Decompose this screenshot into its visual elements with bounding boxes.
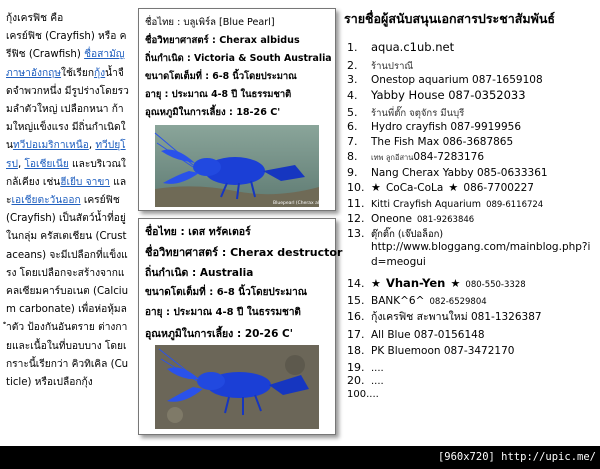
intro-text-2: ครีฟิช (Crawfish) bbox=[6, 31, 127, 61]
sponsor-name: .... bbox=[371, 363, 384, 374]
intro-heading: กุ้งเครฟิช คือ bbox=[6, 13, 64, 24]
item-number: 20. bbox=[347, 374, 365, 387]
card2-age: อายุ : ประมาณ 4-8 ปี ในธรรมชาติ bbox=[145, 307, 301, 318]
destructor-crayfish-photo bbox=[155, 345, 319, 429]
species-card-blue-pearl bbox=[138, 8, 336, 211]
sponsor-phone: 084-7283176 bbox=[413, 151, 484, 163]
star-icon: ★ bbox=[371, 277, 381, 290]
blue-pearl-crayfish-photo bbox=[155, 125, 334, 207]
item-number: 3. bbox=[347, 73, 358, 86]
item-number: 4. bbox=[347, 89, 358, 102]
sponsor-name: Onestop aquarium 087-1659108 bbox=[371, 74, 543, 86]
star-icon: ★ bbox=[448, 181, 459, 194]
sponsor-name: Kitti Crayfish Aquarium bbox=[371, 199, 481, 210]
wiki-link-english-name[interactable]: ชื่อสามัญภาษาอังกฤษ bbox=[6, 49, 125, 79]
sponsor-phone: 089-6116724 bbox=[486, 200, 544, 210]
item-number: 5. bbox=[347, 106, 358, 119]
list-item bbox=[347, 36, 454, 55]
sponsor-phone: 082-6529804 bbox=[429, 297, 487, 307]
sponsor-link[interactable]: aqua.c1ub.net bbox=[371, 40, 455, 54]
item-number: 9. bbox=[347, 166, 358, 179]
wiki-link-region[interactable]: ฮีเยีบ จาขา bbox=[60, 176, 111, 188]
intro-text-8: และ bbox=[6, 176, 127, 207]
sponsor-name: Hydro crayfish 087-9919956 bbox=[371, 121, 522, 133]
sponsor-phone: 080-550-3328 bbox=[465, 280, 526, 290]
item-number: 6. bbox=[347, 120, 358, 133]
item-number: 11. bbox=[347, 197, 365, 210]
intro-text-7: และบริเวณใกล้เคียง เช่น bbox=[6, 158, 126, 188]
sponsor-phone: 081-9263846 bbox=[417, 215, 475, 225]
item-number: 10. bbox=[347, 181, 365, 194]
crayfish-image bbox=[155, 345, 319, 429]
list-item bbox=[347, 222, 443, 242]
card2-thai-name: ชื่อไทย : เดส ทรัคเตอร์ bbox=[145, 226, 251, 238]
item-number: 16. bbox=[347, 310, 365, 323]
wiki-link-europe[interactable]: ทวีปยุโรป bbox=[6, 140, 126, 170]
sponsor-list-title: รายชื่อผู้สนับสนุนเอกสารประชาสัมพันธ์ bbox=[344, 11, 556, 26]
sponsor-name: กุ้งเครฟิช สะพานใหม่ 081-1326387 bbox=[371, 311, 542, 323]
sponsor-name: 100.... bbox=[347, 389, 379, 400]
sponsor-name: Oneone bbox=[371, 213, 412, 225]
intro-text-6: , bbox=[17, 158, 25, 170]
intro-text-9: เครย์ฟิช (Crayfish) เป็นสัตว์น้ำที่อยู่ในกลุ่ม ครัสเตเชียน (Crustaceans) จะมีเปลือกที่แข็งแรง โดยเปลือกจะสร้างจากแคลเซียมคาร์บอเนต (Calcium carbonate) เพื่อห่อหุ้มลำตัว ป้องกันอันตราย ต่างกายและเนื้อในที่บอบบาง โดยเกราะนี้เรียกว่า คิวทิเคิล (Cuticle) หรือเปลือกกุ้ง bbox=[6, 195, 129, 389]
sponsor-name: เทพ ลูกอีสาน bbox=[371, 153, 414, 162]
sponsor-name: Yabby House 087-0352033 bbox=[371, 88, 526, 102]
sponsor-name: Vhan-Yen bbox=[385, 276, 446, 290]
item-number: 15. bbox=[347, 294, 365, 307]
item-number: 12. bbox=[347, 212, 365, 225]
sponsor-name: ร้านปราณี bbox=[371, 61, 414, 72]
list-item bbox=[347, 382, 379, 401]
wiki-link-east-asia[interactable]: เอเชียตะวันออก bbox=[11, 195, 81, 207]
item-number: 2. bbox=[347, 59, 358, 72]
card1-temp: อุณหภูมิในการเลี้ยง : 18-26 C' bbox=[145, 107, 281, 118]
wiki-link-oceania[interactable]: โอเชียเนีย bbox=[24, 158, 69, 170]
item-number: 19. bbox=[347, 361, 365, 374]
intro-text-4: น้ำจืดจำพวกหนึ่ง มีรูปร่างโดยรวมลำตัวใหญ่ เปลือกหนา ก้ามใหญ่แข็งแรง มีถิ่นกำเนิดใน bbox=[6, 67, 129, 152]
sponsor-blog-link[interactable]: http://www.bloggang.com/mainblog.php?id=meogui bbox=[371, 241, 591, 268]
wiki-link-shrimp[interactable]: กุ้ง bbox=[94, 67, 106, 79]
intro-text-1: เครย์ฟิช (Crayfish) หรือ bbox=[6, 31, 117, 43]
item-number: 17. bbox=[347, 328, 365, 341]
sponsor-name: Nang Cherax Yabby 085-0633361 bbox=[371, 167, 548, 179]
photo-caption: Bluepearl (Cherax albidus) bbox=[273, 201, 334, 206]
card2-temp: อุณหภูมิในการเลี้ยง : 20-26 C' bbox=[145, 328, 293, 340]
card2-size: ขนาดโตเต็มที่ : 6-8 นิ้วโดยประมาณ bbox=[145, 287, 308, 298]
sponsor-name: All Blue 087-0156148 bbox=[371, 329, 485, 341]
item-number: 18. bbox=[347, 344, 365, 357]
crayfish-image bbox=[155, 125, 334, 207]
item-number: 13. bbox=[347, 227, 365, 240]
item-number: 1. bbox=[347, 41, 358, 54]
species-card-destructor bbox=[138, 218, 343, 435]
sponsor-name: BANK^6^ bbox=[371, 295, 425, 307]
card1-age: อายุ : ประมาณ 4-8 ปี ในธรรมชาติ bbox=[145, 89, 292, 100]
sponsor-name: ตุ๊กติ๊ก (เจ๊ปอล็อก) bbox=[371, 229, 444, 240]
card2-origin: ถิ่นกำเนิด : Australia bbox=[145, 267, 254, 279]
card1-origin: ถิ่นกำเนิด : Victoria & South Australia bbox=[145, 53, 332, 64]
sponsor-name: CoCa-CoLa bbox=[385, 182, 444, 194]
intro-text-3: ใช้เรียก bbox=[61, 67, 95, 79]
sponsor-name: .... bbox=[371, 376, 384, 387]
sponsor-name: The Fish Max 086-3687865 bbox=[371, 136, 514, 148]
list-item bbox=[347, 305, 542, 325]
wiki-link-north-america[interactable]: ทวีปอเมริกาเหนือ bbox=[12, 140, 89, 152]
item-number: 14. bbox=[347, 277, 365, 290]
card1-thai-name: ชื่อไทย : บลูเพิร์ล [Blue Pearl] bbox=[145, 17, 275, 28]
intro-text bbox=[6, 10, 130, 392]
star-icon: ★ bbox=[450, 277, 461, 290]
card1-sci-name: ชื่อวิทยาศาสตร์ : Cherax albidus bbox=[145, 35, 300, 46]
card1-size: ขนาดโตเต็มที่ : 6-8 นิ้วโดยประมาณ bbox=[145, 71, 297, 82]
star-icon: ★ bbox=[371, 181, 381, 194]
intro-text-5: , bbox=[88, 140, 96, 152]
image-host-caption[interactable]: [960x720] http://upic.me/ bbox=[437, 451, 596, 463]
sponsor-phone: 086-7700227 bbox=[463, 182, 534, 194]
sponsor-name: PK Bluemoon 087-3472170 bbox=[371, 345, 515, 357]
item-number: 7. bbox=[347, 135, 358, 148]
sponsor-name: ร้านพี่ตั๊ก จตุจักร มีนบุรี bbox=[371, 108, 465, 119]
item-number: 8. bbox=[347, 150, 358, 163]
card2-sci-name: ชื่อวิทยาศาสตร์ : Cherax destructor bbox=[145, 246, 343, 259]
